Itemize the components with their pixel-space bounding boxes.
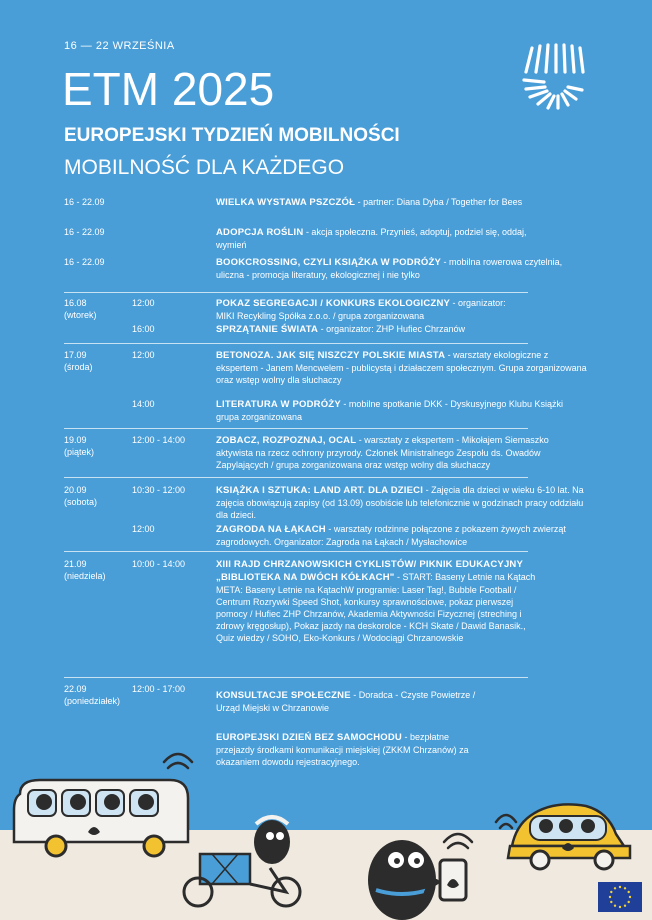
event-details: - Zajęcia dla dzieci w wieku 6-10 lat. Na zajęcia obowiązują zapisy (od 13.09) osobiście lub telefonicznie w godzinach pracy oddziału dla dzieci. bbox=[216, 485, 584, 520]
event-date: 16 - 22.09 bbox=[64, 197, 105, 207]
event-date bbox=[64, 484, 130, 508]
event-details: - mobilne spotkanie DKK - Dyskusyjnego Klubu Książki grupa zorganizowana bbox=[216, 399, 563, 422]
event-title: BOOKCROSSING, CZYLI KSIĄŻKA W PODRÓŻY bbox=[216, 257, 442, 268]
event-date bbox=[64, 349, 130, 373]
event-details: - warsztaty rodzinne połączone z pokazem żywych zwierząt zagrodowych. Organizator: Zagroda na Łąkach / Mysłachowice bbox=[216, 524, 566, 547]
event-description bbox=[216, 196, 588, 209]
event-date: 16 - 22.09 bbox=[64, 227, 105, 237]
event-description bbox=[216, 558, 546, 644]
signal-icon bbox=[444, 834, 472, 848]
event-details: - organizator: MIKI Recykling Spółka z.o.o. / grupa zorganizowana bbox=[216, 298, 506, 321]
event-title: KSIĄŻKA I SZTUKA: LAND ART. DLA DZIECI bbox=[216, 485, 424, 496]
event-description bbox=[216, 484, 588, 521]
event-title: ZOBACZ, ROZPOZNAJ, OCAL bbox=[216, 435, 357, 446]
event-day: 21.09 bbox=[64, 559, 87, 569]
event-description bbox=[216, 297, 516, 322]
event-details: - partner: Diana Dyba / Together for Bees bbox=[355, 197, 523, 207]
signal-icon bbox=[496, 815, 516, 828]
event-description bbox=[216, 434, 588, 471]
divider bbox=[64, 677, 528, 678]
event-title: SPRZĄTANIE ŚWIATA bbox=[216, 324, 319, 335]
event-details: - mobilna rowerowa czytelnia, uliczna - promocja literatury, ekologicznej i nie tylko bbox=[216, 257, 563, 280]
event-title: BETONOZA. JAK SIĘ NISZCZY POLSKIE MIASTA bbox=[216, 350, 446, 361]
event-title: ADOPCJA ROŚLIN bbox=[216, 227, 304, 238]
event-date bbox=[64, 683, 134, 707]
bus-icon bbox=[14, 780, 188, 856]
event-title: XIII RAJD CHRZANOWSKICH CYKLISTÓW/ PIKNIK EDUKACYJNY „BIBLIOTEKA NA DWÓCH KÓŁKACH" bbox=[216, 559, 523, 583]
event-time: 12:00 - 17:00 bbox=[132, 684, 186, 694]
event-time: 12:00 bbox=[132, 350, 155, 360]
event-title: POKAZ SEGREGACJI / KONKURS EKOLOGICZNY bbox=[216, 298, 451, 309]
car-icon bbox=[508, 804, 630, 869]
event-weekday: (sobota) bbox=[64, 497, 98, 507]
event-description bbox=[216, 523, 588, 548]
divider bbox=[64, 292, 528, 293]
divider bbox=[64, 477, 528, 478]
event-description bbox=[216, 323, 588, 336]
event-details: - warsztaty ekologiczne z ekspertem - Janem Mencwelem - publicystą i działaczem społecznym. Grupa zorganizowana oraz wstęp wolny dla słuchaczy bbox=[216, 350, 587, 385]
event-day: 20.09 bbox=[64, 485, 87, 495]
event-day: 19.09 bbox=[64, 435, 87, 445]
character-with-phone-icon bbox=[368, 840, 466, 920]
subtitle: EUROPEJSKI TYDZIEŃ MOBILNOŚCI bbox=[64, 125, 400, 146]
event-weekday: (poniedziałek) bbox=[64, 696, 121, 706]
event-time: 10:30 - 12:00 bbox=[132, 485, 186, 495]
signal-icon bbox=[164, 754, 192, 768]
etm-logo-icon bbox=[518, 42, 590, 114]
event-time: 12:00 bbox=[132, 524, 155, 534]
event-description bbox=[216, 398, 588, 423]
divider bbox=[64, 551, 528, 552]
event-time: 12:00 bbox=[132, 298, 155, 308]
event-title: LITERATURA W PODRÓŻY bbox=[216, 399, 341, 410]
event-title: EUROPEJSKI DZIEŃ BEZ SAMOCHODU bbox=[216, 732, 402, 743]
event-description bbox=[216, 689, 486, 714]
divider bbox=[64, 343, 528, 344]
event-description bbox=[216, 349, 588, 386]
eu-flag-icon bbox=[598, 882, 642, 912]
event-title: ZAGRODA NA ŁĄKACH bbox=[216, 524, 326, 535]
divider bbox=[64, 428, 528, 429]
event-time: 14:00 bbox=[132, 399, 155, 409]
tagline: MOBILNOŚĆ DLA KAŻDEGO bbox=[64, 156, 345, 179]
event-time: 16:00 bbox=[132, 324, 155, 334]
event-title: KONSULTACJE SPOŁECZNE bbox=[216, 690, 351, 701]
event-description bbox=[216, 256, 588, 281]
event-date bbox=[64, 558, 130, 582]
event-day: 22.09 bbox=[64, 684, 87, 694]
event-date: 16 - 22.09 bbox=[64, 257, 105, 267]
event-time: 10:00 - 14:00 bbox=[132, 559, 186, 569]
event-details: - warsztaty z ekspertem - Mikołajem Siemaszko aktywista na rzecz ochrony przyrody. Członek Ministralnego Zespołu ds. Owadów Zapylających / grupa zorganizowana oraz wstęp wolny dla słuchaczy bbox=[216, 435, 549, 470]
event-weekday: (środa) bbox=[64, 362, 93, 372]
event-date bbox=[64, 297, 130, 321]
event-details: - START: Baseny Letnie na Kątach META: Baseny Letnie na KątachW programie: Laser Tag!, Bubble Football / Centrum Rozrywki Speed Shot, konkursy sprawnościowe, pokaz pierwszej pomocy / Hufiec ZHP Chrzanów, Akademia Aktywności Fizycznej (streching i zdrowy kręgosłup), Pokaz jazdy na deskorolce - KCH Skate / Dawid Banasik., Quiz wiedzy / SOHO, Eko-Konkurs / Wodociągi Chrzanowskie bbox=[216, 572, 536, 643]
mobility-illustration bbox=[0, 750, 652, 920]
event-date bbox=[64, 434, 130, 458]
event-weekday: (wtorek) bbox=[64, 310, 97, 320]
cargo-bike-icon bbox=[184, 817, 300, 906]
event-details: - Doradca - Czyste Powietrze / Urząd Miejski w Chrzanowie bbox=[216, 690, 476, 713]
page-title: ETM 2025 bbox=[62, 63, 275, 115]
event-day: 16.08 bbox=[64, 298, 87, 308]
event-details: - akcja społeczna. Przynieś, adoptuj, podziel się, oddaj, wymień bbox=[216, 227, 527, 250]
event-dates: 16 — 22 WRZEŚNIA bbox=[64, 40, 175, 52]
event-day: 17.09 bbox=[64, 350, 87, 360]
event-details: - organizator: ZHP Hufiec Chrzanów bbox=[318, 324, 465, 334]
event-time: 12:00 - 14:00 bbox=[132, 435, 186, 445]
event-weekday: (piątek) bbox=[64, 447, 95, 457]
event-weekday: (niedziela) bbox=[64, 571, 106, 581]
event-title: WIELKA WYSTAWA PSZCZÓŁ bbox=[216, 197, 356, 208]
event-details: - bezpłatne przejazdy środkami komunikacji miejskiej (ZKKM Chrzanów) za okazaniem dowodu rejestracyjnego. bbox=[216, 732, 469, 767]
event-description bbox=[216, 226, 536, 251]
